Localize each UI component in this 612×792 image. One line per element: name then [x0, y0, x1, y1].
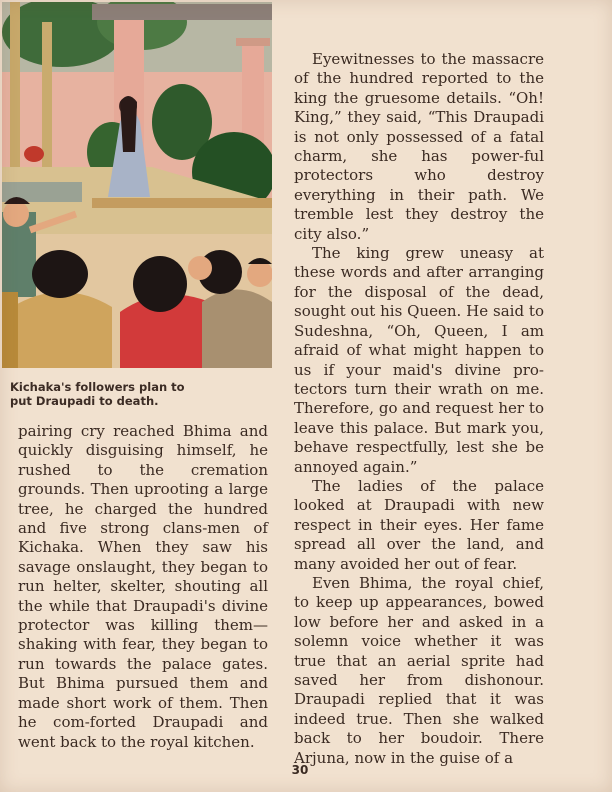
illustration-caption: [10, 380, 260, 408]
page-number: 30: [291, 763, 309, 777]
paragraph: Eyewitnesses to the massacre of the hundred reported to the king the gruesome details. “Oh! King,” they said, “This Draupadi is not only possessed of a fatal charm, she has power-ful protectors who destroy everything in their path. We tremble lest they destroy the city also.”: [294, 50, 544, 243]
caption-line-1: Kichaka's followers plan to: [10, 380, 185, 394]
right-text-column: [294, 50, 544, 768]
caption-line-2: put Draupadi to death.: [10, 394, 159, 408]
paragraph: The ladies of the palace looked at Draupadi with new respect in their eyes. Her fame spread all over the land, and many avoided her out of fear.: [294, 476, 544, 573]
paragraph: The king grew uneasy at these words and after arranging for the disposal of the dead, sought out his Queen. He said to Sudeshna, “Oh, Queen, I am afraid of what might happen to us if your maid's divine pro-tectors turn their wrath on me. Therefore, go and request her to leave this palace. But mark you, behave respectfully, lest she be annoyed again.”: [294, 244, 544, 476]
left-text-column: [18, 422, 268, 752]
paragraph: Even Bhima, the royal chief, to keep up appearances, bowed low before her and asked in a solemn voice whether it was true that an aerial sprite had saved her from dishonour. Draupadi replied that it was indeed true. Then she walked back to her boudoir. There Arjuna, now in the guise of a: [294, 573, 544, 767]
paragraph: pairing cry reached Bhima and quickly disguising himself, he rushed to the cremation grounds. Then uprooting a large tree, he charged the hundred and five strong clans-men of Kichaka. When they saw his savage onslaught, they began to run helter, skelter, shouting all the while that Draupadi's divine protector was killing them—shaking with fear, they began to run towards the palace gates. But Bhima pursued them and made short work of them. Then he com-forted Draupadi and went back to the royal kitchen.: [18, 422, 268, 751]
story-illustration: [2, 2, 272, 368]
